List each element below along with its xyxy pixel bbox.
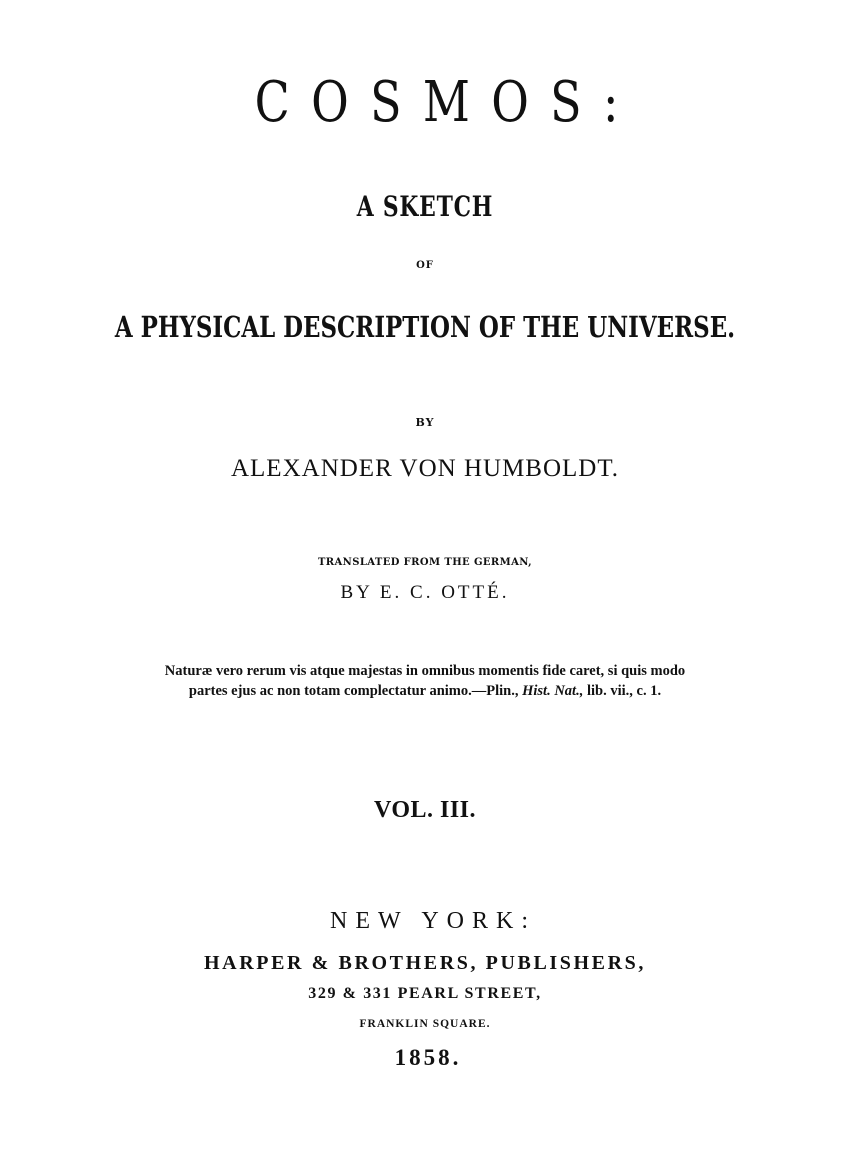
epigraph-reference: lib. vii., c. 1. xyxy=(586,683,662,699)
translated-note: TRANSLATED FROM THE GERMAN, xyxy=(317,557,533,568)
epigraph-author: Plin., xyxy=(486,683,519,699)
imprint-square: FRANKLIN SQUARE. xyxy=(359,1018,491,1030)
epigraph xyxy=(155,661,695,701)
imprint-publisher: HARPER & BROTHERS, PUBLISHERS, xyxy=(204,952,646,974)
subtitle-of: OF xyxy=(416,260,434,271)
imprint-address: 329 & 331 PEARL STREET, xyxy=(308,985,542,1002)
epigraph-text: Naturæ vero rerum vis atque majestas in omnibus momentis fide caret, si quis modo partes ejus ac non totam complectatur animo.— xyxy=(164,663,686,699)
volume-number: VOL. III. xyxy=(373,797,477,823)
author-name: ALEXANDER VON HUMBOLDT. xyxy=(230,455,620,482)
imprint-city: NEW YORK: xyxy=(330,908,536,934)
imprint-year: 1858. xyxy=(394,1045,462,1070)
subtitle-sketch: A SKETCH xyxy=(356,190,494,223)
book-title: COSMOS: xyxy=(254,70,640,135)
subtitle-description: A PHYSICAL DESCRIPTION OF THE UNIVERSE. xyxy=(114,310,736,344)
translator-name: BY E. C. OTTÉ. xyxy=(340,582,510,603)
epigraph-work: Hist. Nat., xyxy=(522,683,584,699)
by-label: BY xyxy=(415,416,435,429)
